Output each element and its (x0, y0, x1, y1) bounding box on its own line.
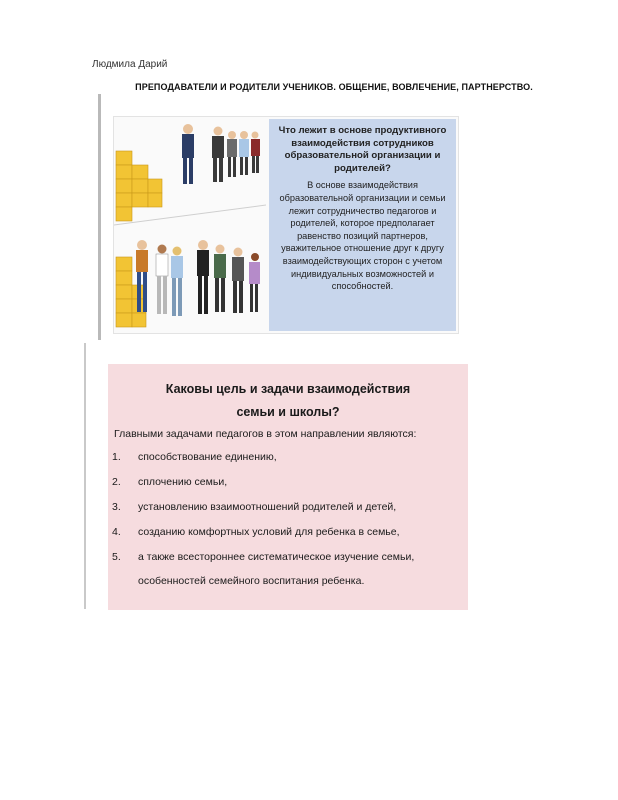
infographic-card (98, 94, 463, 340)
parents-and-teachers-bottom (136, 240, 260, 316)
list-item-number: 4. (112, 526, 121, 538)
tasks-title-line2: семьи и школы? (236, 405, 340, 419)
list-item-text (138, 550, 468, 588)
list-item (112, 450, 464, 475)
tasks-list (112, 450, 464, 600)
list-item-text: способствование единению, (138, 451, 277, 463)
info-box (269, 119, 456, 331)
business-people-top (182, 124, 260, 184)
people-illustration (114, 117, 266, 333)
list-item (112, 500, 464, 525)
list-item (112, 525, 464, 550)
list-item-number: 5. (112, 551, 121, 563)
list-item-text: сплочению семьи, (138, 476, 228, 488)
list-item (112, 550, 464, 600)
list-item-number: 2. (112, 476, 121, 488)
list-item-number: 3. (112, 501, 121, 513)
tasks-title (108, 378, 468, 424)
infographic-inner (113, 116, 459, 334)
list-item (112, 475, 464, 500)
list-item-number: 1. (112, 451, 121, 463)
boxes-top (116, 151, 162, 221)
list-item-text-line2: особенностей семейного воспитания ребенка. (138, 575, 365, 587)
info-question: Что лежит в основе продуктивного взаимодействия сотрудников образовательной организации и родителей? (278, 125, 447, 174)
tasks-intro: Главными задачами педагогов в этом направлении являются: (114, 428, 417, 440)
list-item-text: созданию комфортных условий для ребенка в семье, (138, 526, 400, 538)
info-answer: В основе взаимодействия образовательной организации и семьи лежит сотрудничество педагогов и родителей, которое предполагает равенство позиций партнеров, уважительное отношение друг к другу взаимодействующих сторон с учетом индивидуальных возможностей и способностей. (279, 180, 446, 292)
document-title: ПРЕПОДАВАТЕЛИ И РОДИТЕЛИ УЧЕНИКОВ. ОБЩЕНИЕ, ВОВЛЕЧЕНИЕ, ПАРТНЕРСТВО. (135, 82, 533, 92)
list-item-text-line1: а также всестороннее систематическое изучение семьи, (138, 551, 415, 563)
tasks-title-line1: Каковы цель и задачи взаимодействия (165, 382, 411, 396)
author-name: Людмила Дарий (92, 59, 168, 70)
list-item-text: установлению взаимоотношений родителей и детей, (138, 501, 397, 513)
tasks-panel (108, 364, 468, 610)
